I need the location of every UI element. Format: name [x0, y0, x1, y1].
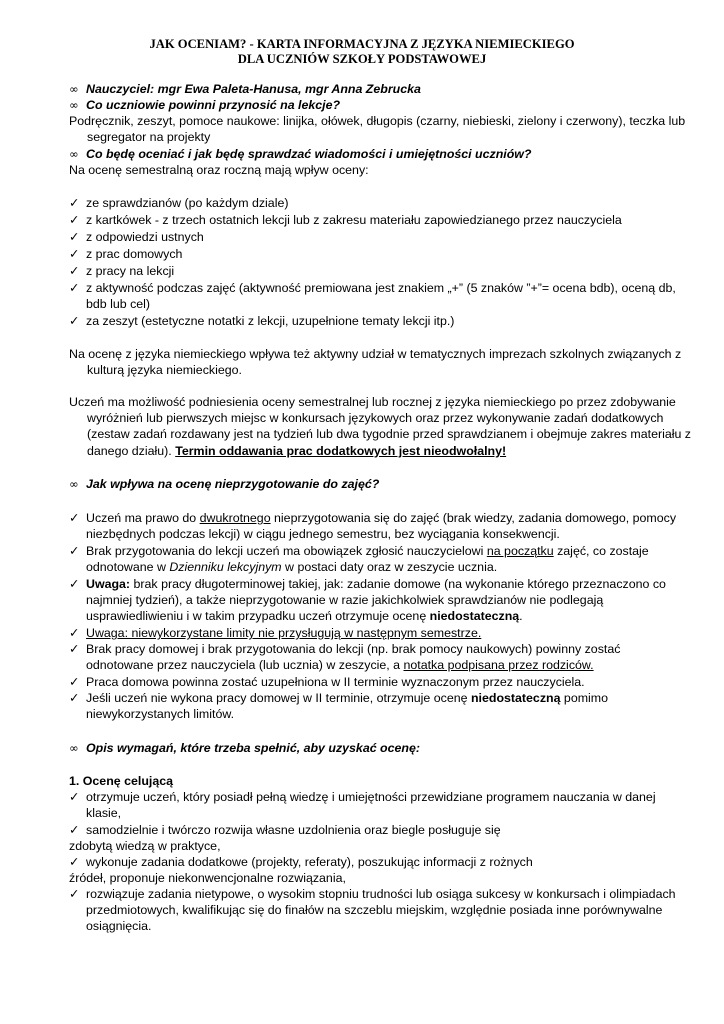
list-item: ✓ za zeszyt (estetyczne notatki z lekcji, uzupełnione tematy lekcji itp.) [69, 313, 455, 328]
question-unprepared: ∞ Jak wpływa na ocenę nieprzygotowanie do zajęć? [69, 477, 380, 491]
checkmark-icon: ✓ [69, 510, 80, 525]
list-item: ✓ z prac domowych [69, 246, 183, 261]
document-title-line-1: JAK OCENIAM? - KARTA INFORMACYJNA Z JĘZYKA NIEMIECKIEGO [149, 37, 575, 51]
list-item: ✓ z pracy na lekcji [69, 263, 175, 278]
checkmark-icon: ✓ [69, 789, 80, 804]
infinity-bullet-icon: ∞ [69, 147, 79, 161]
checkmark-icon: ✓ [69, 246, 80, 261]
checkmark-icon: ✓ [69, 674, 80, 689]
deadline-notice: Termin oddawania prac dodatkowych jest nieodwołalny! [175, 443, 507, 458]
checkmark-icon: ✓ [69, 195, 80, 210]
list-item: ✓ Uwaga: brak pracy długoterminowej takiej, jak: zadanie domowe (na wykonanie którego przeznaczono co najmniej tydzień), a także nieprzygotowanie w razie jakichkolwiek sprawdzianów nie podlegają usprawiedliwieniu i w takim przypadku uczeń otrzymuje ocenę niedostateczną. [69, 576, 666, 624]
list-item-continuation: źródeł, proponuje niekonwencjonalne rozwiązania, [69, 871, 346, 885]
question-grading: ∞ Co będę oceniać i jak będę sprawdzać wiadomości i umiejętności uczniów? [69, 147, 532, 161]
checkmark-icon: ✓ [69, 822, 80, 837]
events-paragraph: Na ocenę z języka niemieckiego wpływa też aktywny udział w tematycznych imprezach szkolnych związanych z kulturą języka niemieckiego. [69, 347, 682, 378]
grade-1-heading: 1. Ocenę celującą [69, 774, 174, 788]
checkmark-icon: ✓ [69, 576, 80, 591]
list-item: ✓ z odpowiedzi ustnych [69, 229, 204, 244]
list-item: ✓ Uwaga: niewykorzystane limity nie przysługują w następnym semestrze. [69, 625, 482, 640]
list-item: ✓ ze sprawdzianów (po każdym dziale) [69, 195, 289, 210]
list-item: ✓ Brak pracy domowej i brak przygotowania do lekcji (np. brak pomocy naukowych) powinny zostać odnotowane przez nauczyciela (lub ucznia) w zeszycie, a notatka podpisana przez rodziców. [69, 641, 621, 673]
checkmark-icon: ✓ [69, 313, 80, 328]
checkmark-icon: ✓ [69, 641, 80, 656]
list-item: ✓ Brak przygotowania do lekcji uczeń ma obowiązek zgłosić nauczycielowi na początku zajęć, co zostaje odnotowane w Dzienniku lekcyjnym w postaci daty oraz w zeszycie ucznia. [69, 543, 649, 575]
list-item: ✓ Jeśli uczeń nie wykona pracy domowej w II terminie, otrzymuje ocenę niedostateczną pomimo niewykorzystanych limitów. [69, 690, 608, 722]
checkmark-icon: ✓ [69, 543, 80, 558]
list-item: ✓ wykonuje zadania dodatkowe (projekty, referaty), poszukując informacji z rożnych [69, 854, 533, 869]
infinity-bullet-icon: ∞ [69, 82, 79, 96]
grade-intro: Na ocenę semestralną oraz roczną mają wpływ oceny: [69, 163, 369, 177]
checkmark-icon: ✓ [69, 263, 80, 278]
checkmark-icon: ✓ [69, 690, 80, 705]
checkmark-icon: ✓ [69, 625, 80, 640]
list-item: ✓ Uczeń ma prawo do dwukrotnego nieprzygotowania się do zajęć (brak wiedzy, zadania domowego, pomocy niezbędnych podczas lekcji) w ciągu jednego semestru, bez wyciągania konsekwencji. [69, 510, 677, 542]
list-item: ✓ rozwiązuje zadania nietypowe, o wysokim stopniu trudności lub osiąga sukcesy w konkursach i olimpiadach przedmiotowych, kwalifikując się do finałów na szczeblu miejskim, względnie posiada inne porównywalne osiągnięcia. [69, 886, 676, 934]
document-title-line-2: DLA UCZNIÓW SZKOŁY PODSTAWOWEJ [237, 52, 487, 66]
infinity-bullet-icon: ∞ [69, 741, 79, 755]
checkmark-icon: ✓ [69, 212, 80, 227]
list-item-continuation: zdobytą wiedzą w praktyce, [69, 839, 221, 853]
list-item: ✓ Praca domowa powinna zostać uzupełniona w II terminie wyznaczonym przez nauczyciela. [69, 674, 585, 689]
checkmark-icon: ✓ [69, 280, 80, 295]
supplies-paragraph: Podręcznik, zeszyt, pomoce naukowe: linijka, ołówek, długopis (czarny, niebieski, zielony i czerwony), teczka lub segregator na projekty [69, 114, 686, 145]
question-requirements: ∞ Opis wymagań, które trzeba spełnić, aby uzyskać ocenę: [69, 741, 420, 755]
question-supplies: ∞ Co uczniowie powinni przynosić na lekcje? [69, 98, 341, 112]
checkmark-icon: ✓ [69, 854, 80, 869]
list-item: ✓ samodzielnie i twórczo rozwija własne uzdolnienia oraz biegle posługuje się [69, 822, 501, 837]
infinity-bullet-icon: ∞ [69, 98, 79, 112]
infinity-bullet-icon: ∞ [69, 477, 79, 491]
teachers-line: ∞ Nauczyciel: mgr Ewa Paleta-Hanusa, mgr Anna Zebrucka [69, 82, 421, 96]
checkmark-icon: ✓ [69, 229, 80, 244]
list-item: ✓ z aktywność podczas zajęć (aktywność premiowana jest znakiem „+” (5 znaków ”+”= ocena bdb), oceną db, bdb lub cel) [69, 280, 676, 312]
list-item: ✓ otrzymuje uczeń, który posiadł pełną wiedzę i umiejętności przewidziane programem nauczania w danej klasie, [69, 789, 656, 821]
list-item: ✓ z kartkówek - z trzech ostatnich lekcji lub z zakresu materiału zapowiedzianego przez nauczyciela [69, 212, 622, 227]
extra-work-paragraph: Uczeń ma możliwość podniesienia oceny semestralnej lub rocznej z języka niemieckiego po przez zdobywanie wyróżnień lub pierwszych miejsc w konkursach językowych oraz przez wykonywanie zadań dodatkowych (zestaw zadań rozdawany jest na tydzień lub dwa tygodnie przed sprawdzianem i obejmuje zakres materiału z danego działu). Termin oddawania prac dodatkowych jest nieodwołalny! [69, 395, 692, 458]
checkmark-icon: ✓ [69, 886, 80, 901]
